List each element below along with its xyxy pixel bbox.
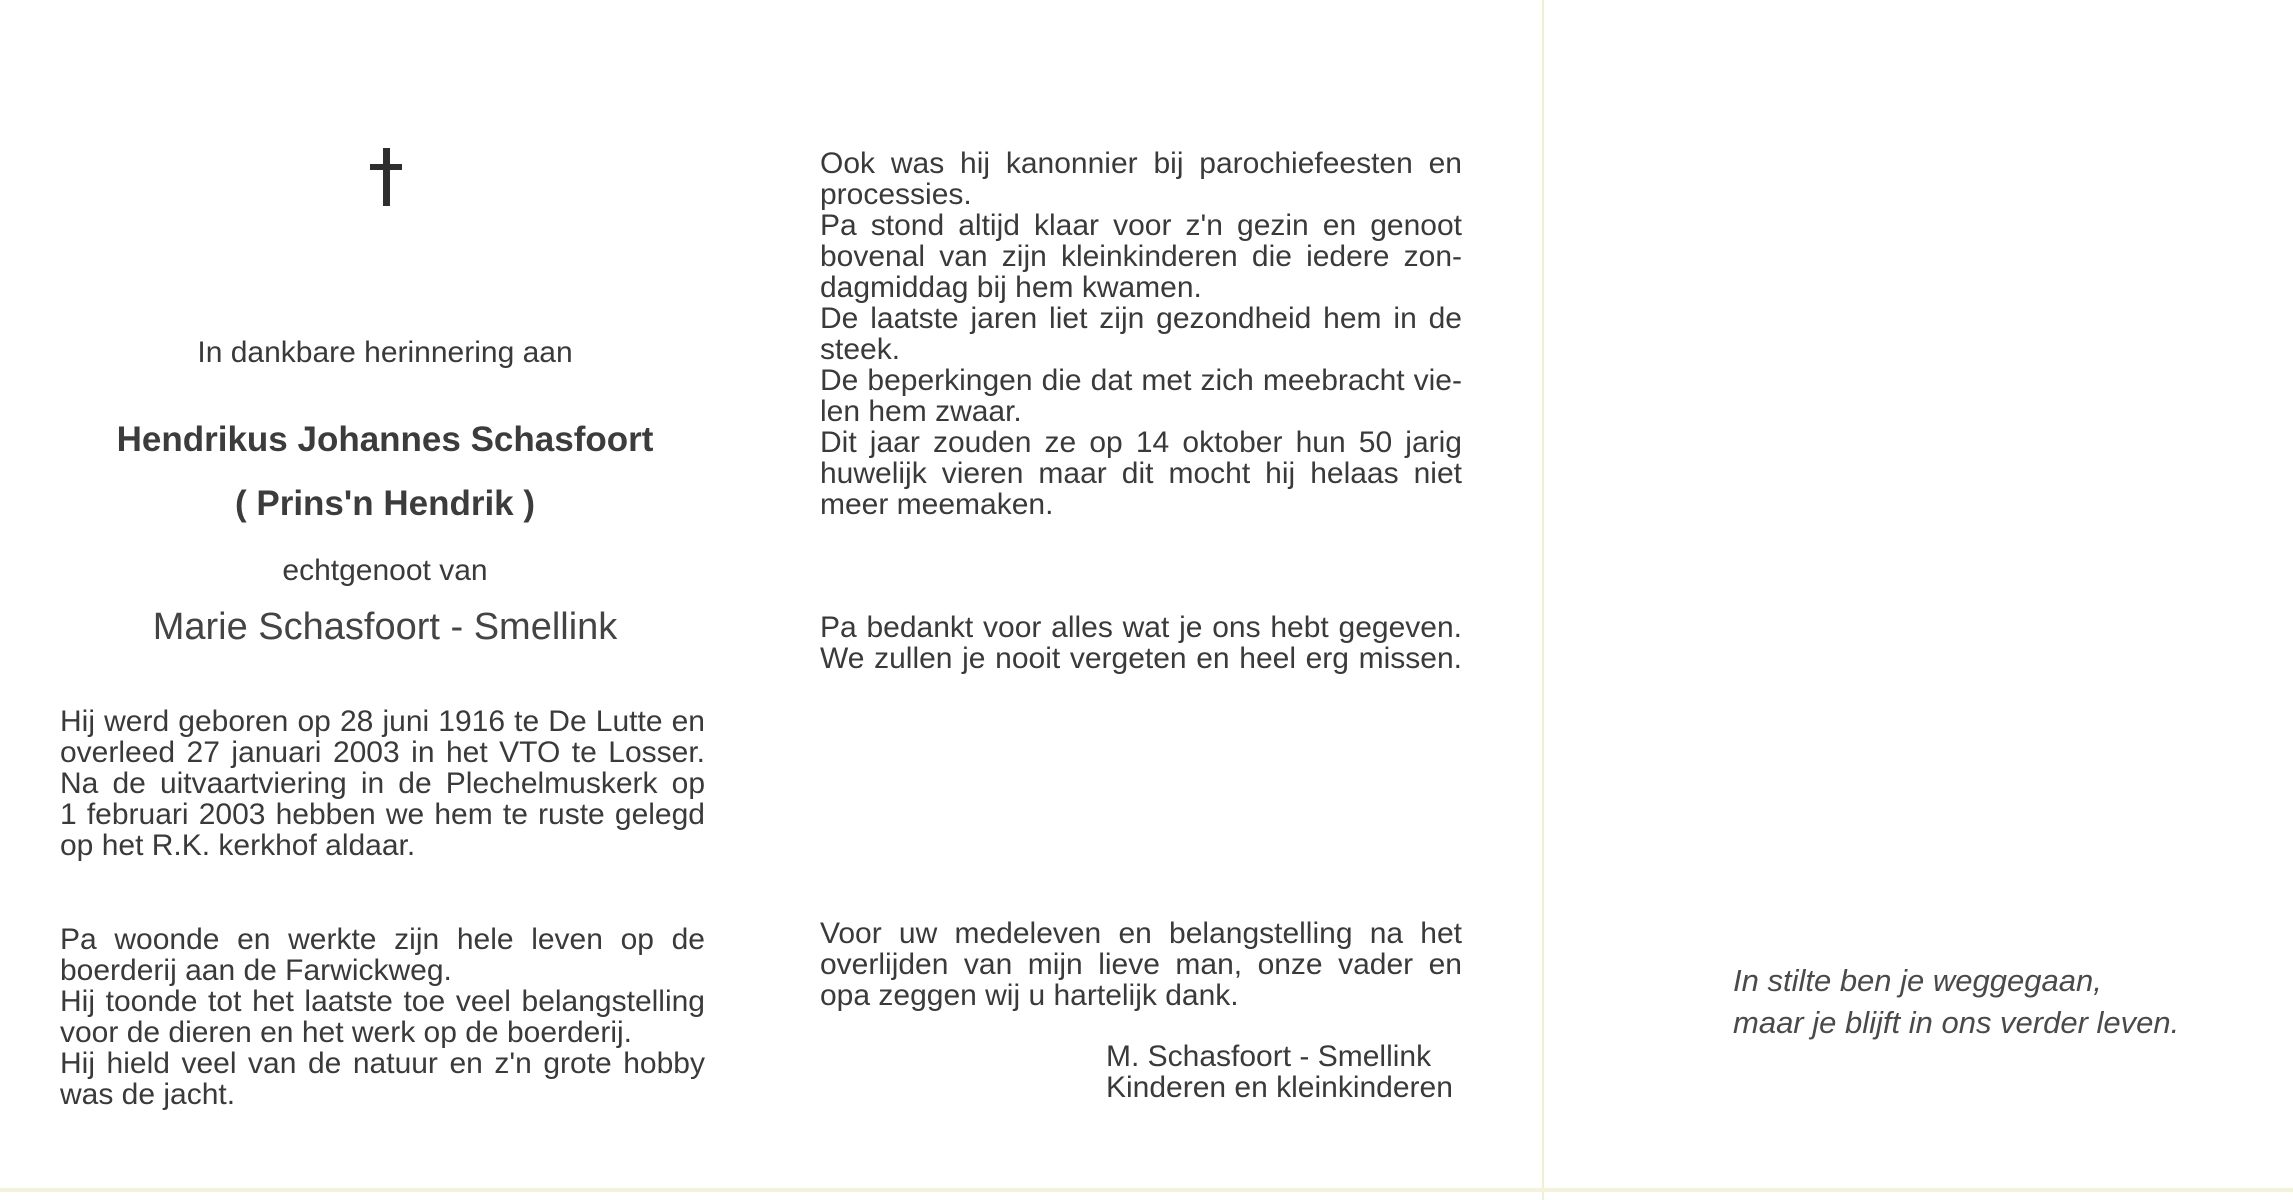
text-line: meer meemaken. <box>820 488 1054 521</box>
cross-icon <box>366 148 406 208</box>
text-line: Na de uitvaartviering in de Plechelmuskerk op <box>60 767 705 800</box>
text-line: Hij toonde tot het laatste toe veel belangstelling <box>60 985 705 1018</box>
text-line: Pa bedankt voor alles wat je ons hebt gegeven. <box>820 611 1462 644</box>
deceased-name: Hendrikus Johannes Schasfoort <box>116 420 654 459</box>
text-line: We zullen je nooit vergeten en heel erg missen. <box>820 642 1462 675</box>
signature <box>1106 1041 1453 1103</box>
card-bottom-edge <box>0 1188 2293 1192</box>
quote-line: maar je blijft in ons verder leven. <box>1733 1005 2180 1040</box>
text-line: Hij werd geboren op 28 juni 1916 te De Lutte en <box>60 705 705 738</box>
text-line: steek. <box>820 333 901 366</box>
text-line: huwelijk vieren maar dit mocht hij helaas niet <box>820 457 1462 490</box>
deceased-nickname: ( Prins'n Hendrik ) <box>234 484 536 523</box>
intro-text: In dankbare herinnering aan <box>197 336 573 369</box>
gratitude-paragraph <box>820 918 1462 1011</box>
quote-line: In stilte ben je weggegaan, <box>1733 963 2102 998</box>
text-line: 1 februari 2003 hebben we hem te ruste gelegd <box>60 798 705 831</box>
memorial-quote <box>1733 960 2179 1044</box>
text-line: Ook was hij kanonnier bij parochiefeesten en <box>820 147 1462 180</box>
text-line: boerderij aan de Farwickweg. <box>60 954 452 987</box>
text-line: was de jacht. <box>60 1078 236 1111</box>
text-line: overlijden van mijn lieve man, onze vader en <box>820 948 1462 981</box>
spouse-name: Marie Schasfoort - Smellink <box>152 606 618 648</box>
text-line: voor de dieren en het werk op de boerderij. <box>60 1016 633 1049</box>
text-line: Dit jaar zouden ze op 14 oktober hun 50 jarig <box>820 426 1462 459</box>
signature-line: Kinderen en kleinkinderen <box>1106 1071 1453 1104</box>
text-line: opa zeggen wij u hartelijk dank. <box>820 979 1239 1012</box>
signature-line: M. Schasfoort - Smellink <box>1106 1040 1432 1073</box>
text-line: Pa woonde en werkte zijn hele leven op de <box>60 923 705 956</box>
text-line: Voor uw medeleven en belangstelling na het <box>820 917 1462 950</box>
text-line: Hij hield veel van de natuur en z'n grote hobby <box>60 1047 705 1080</box>
hobbies-paragraph <box>820 148 1462 520</box>
thanks-paragraph <box>820 612 1462 674</box>
text-line: overleed 27 januari 2003 in het VTO te Losser. <box>60 736 705 769</box>
spouse-label: echtgenoot van <box>282 554 488 587</box>
text-line: processies. <box>820 178 972 211</box>
text-line: De laatste jaren liet zijn gezondheid hem in de <box>820 302 1462 335</box>
text-line: op het R.K. kerkhof aldaar. <box>60 829 416 862</box>
life-paragraph <box>60 924 705 1110</box>
text-line: bovenal van zijn kleinkinderen die iedere zon- <box>820 240 1462 273</box>
text-line: De beperkingen die dat met zich meebracht vie- <box>820 364 1462 397</box>
text-line: dagmiddag bij hem kwamen. <box>820 271 1202 304</box>
birth-death-paragraph <box>60 706 705 861</box>
card-fold-line <box>1542 0 1544 1200</box>
text-line: Pa stond altijd klaar voor z'n gezin en genoot <box>820 209 1462 242</box>
text-line: len hem zwaar. <box>820 395 1022 428</box>
